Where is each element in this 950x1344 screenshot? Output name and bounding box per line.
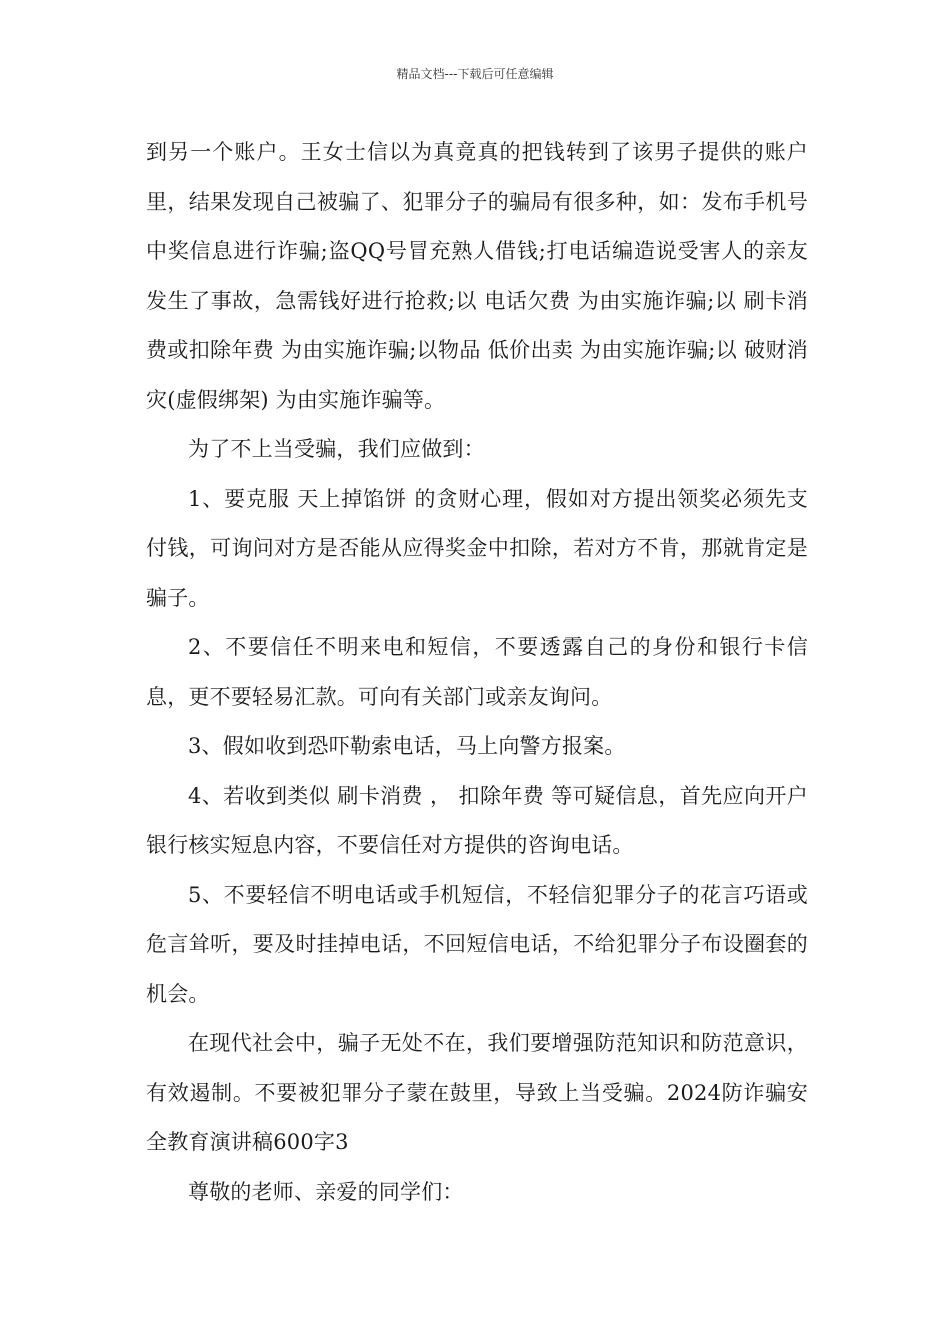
paragraph: 1、要克服 天上掉馅饼 的贪财心理，假如对方提出领奖必须先支付钱，可询问对方是否能从应得奖金中扣除，若对方不肯，那就肯定是骗子。 bbox=[146, 486, 808, 610]
paragraph: 3、假如收到恐吓勒索电话，马上向警方报案。 bbox=[188, 734, 626, 758]
document-body bbox=[146, 128, 808, 1217]
paragraph: 在现代社会中，骗子无处不在，我们要增强防范知识和防范意识，有效遏制。不要被犯罪分子蒙在鼓里，导致上当受骗。2024防诈骗安全教育演讲稿600字3 bbox=[146, 1031, 808, 1154]
page-header: 精品文档---下载后可任意编辑 bbox=[396, 67, 554, 81]
paragraph: 4、若收到类似 刷卡消费 ， 扣除年费 等可疑信息，首先应向开户银行核实短息内容，不要信任对方提供的咨询电话。 bbox=[146, 783, 808, 857]
paragraph: 到另一个账户。王女士信以为真竟真的把钱转到了该男子提供的账户里，结果发现自己被骗了、犯罪分子的骗局有很多种，如：发布手机号中奖信息进行诈骗;盗QQ号冒充熟人借钱;打电话编造说受害人的亲友发生了事故，急需钱好进行抢救;以 电话欠费 为由实施诈骗;以 刷卡消费或扣除年费 为由实施诈骗;以物品 低价出卖 为由实施诈骗;以 破财消灾(虚假绑架) 为由实施诈骗等。 bbox=[146, 140, 808, 412]
paragraph: 为了不上当受骗，我们应做到： bbox=[188, 437, 485, 461]
paragraph: 2、不要信任不明来电和短信，不要透露自己的身份和银行卡信息，更不要轻易汇款。可向有关部门或亲友询问。 bbox=[146, 635, 808, 709]
paragraph: 5、不要轻信不明电话或手机短信，不轻信犯罪分子的花言巧语或危言耸听，要及时挂掉电话，不回短信电话，不给犯罪分子布设圈套的机会。 bbox=[146, 882, 808, 1006]
paragraph: 尊敬的老师、亲爱的同学们： bbox=[188, 1179, 464, 1204]
